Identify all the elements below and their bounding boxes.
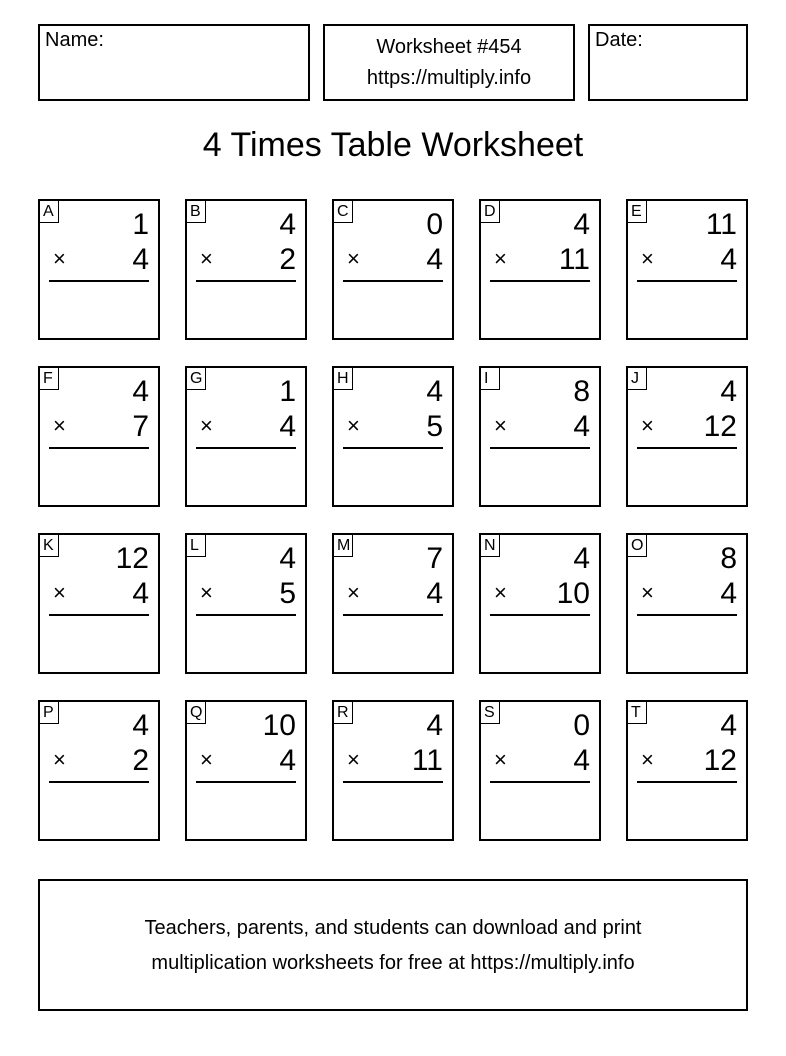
problem-letter: G xyxy=(187,368,206,390)
name-label: Name: xyxy=(45,29,104,51)
answer-line xyxy=(49,447,149,449)
multiplier: 7 xyxy=(132,410,149,443)
answer-line xyxy=(343,781,443,783)
answer-line xyxy=(196,280,296,282)
multiply-sign-icon: × xyxy=(641,413,654,438)
answer-line xyxy=(490,614,590,616)
multiplicand: 4 xyxy=(720,375,737,408)
multiply-sign-icon: × xyxy=(200,246,213,271)
problem-card xyxy=(185,700,307,841)
multiply-sign-icon: × xyxy=(53,246,66,271)
multiplicand: 11 xyxy=(705,208,737,241)
problem-letter: I xyxy=(481,368,500,390)
worksheet-number: Worksheet #454 xyxy=(376,36,522,58)
multiplicand: 4 xyxy=(573,542,590,575)
multiply-sign-icon: × xyxy=(641,747,654,772)
multiplier: 11 xyxy=(558,243,590,276)
multiply-sign-icon: × xyxy=(53,747,66,772)
answer-line xyxy=(490,280,590,282)
page-title: 4 Times Table Worksheet xyxy=(202,126,584,164)
answer-line xyxy=(343,280,443,282)
problem-letter: Q xyxy=(187,702,206,724)
multiplicand: 4 xyxy=(279,208,296,241)
multiply-sign-icon: × xyxy=(200,747,213,772)
problem-letter: K xyxy=(40,535,59,557)
multiplicand: 4 xyxy=(426,709,443,742)
multiply-sign-icon: × xyxy=(53,413,66,438)
multiplicand: 12 xyxy=(115,542,149,575)
multiplier: 2 xyxy=(279,243,296,276)
multiply-sign-icon: × xyxy=(200,413,213,438)
multiplicand: 4 xyxy=(132,709,149,742)
multiplier: 12 xyxy=(703,410,737,443)
worksheet-url: https://multiply.info xyxy=(366,67,532,89)
problem-card xyxy=(479,533,601,674)
multiplicand: 8 xyxy=(720,542,737,575)
problem-card xyxy=(479,199,601,340)
worksheet-info-box xyxy=(323,24,575,101)
multiply-sign-icon: × xyxy=(347,246,360,271)
multiplier: 4 xyxy=(132,243,149,276)
problem-letter: F xyxy=(40,368,59,390)
multiply-sign-icon: × xyxy=(641,246,654,271)
problem-card xyxy=(185,366,307,507)
multiplicand: 4 xyxy=(573,208,590,241)
answer-line xyxy=(343,614,443,616)
multiply-sign-icon: × xyxy=(347,580,360,605)
problem-card xyxy=(185,533,307,674)
multiplier: 4 xyxy=(720,577,737,610)
multiply-sign-icon: × xyxy=(347,413,360,438)
problem-card xyxy=(479,700,601,841)
multiplicand: 4 xyxy=(132,375,149,408)
multiplicand: 7 xyxy=(426,542,443,575)
multiply-sign-icon: × xyxy=(494,246,507,271)
multiply-sign-icon: × xyxy=(494,747,507,772)
multiplier: 4 xyxy=(426,243,443,276)
multiplier: 11 xyxy=(411,744,443,777)
multiplicand: 4 xyxy=(720,709,737,742)
multiplier: 4 xyxy=(426,577,443,610)
multiply-sign-icon: × xyxy=(494,580,507,605)
multiplicand: 0 xyxy=(426,208,443,241)
multiply-sign-icon: × xyxy=(347,747,360,772)
problem-letter: D xyxy=(481,201,500,223)
problem-card xyxy=(38,199,160,340)
answer-line xyxy=(49,280,149,282)
problem-card xyxy=(626,199,748,340)
problem-letter: L xyxy=(187,535,206,557)
problem-letter: C xyxy=(334,201,353,223)
problem-letter: H xyxy=(334,368,353,390)
problem-card xyxy=(626,700,748,841)
multiplier: 4 xyxy=(132,577,149,610)
multiplicand: 4 xyxy=(279,542,296,575)
problem-card xyxy=(38,700,160,841)
multiplier: 4 xyxy=(720,243,737,276)
multiplicand: 0 xyxy=(573,709,590,742)
multiply-sign-icon: × xyxy=(53,580,66,605)
answer-line xyxy=(637,614,737,616)
answer-line xyxy=(49,614,149,616)
answer-line xyxy=(637,781,737,783)
footer-text-line-2: multiplication worksheets for free at https://multiply.info xyxy=(151,952,635,974)
multiplier: 12 xyxy=(703,744,737,777)
answer-line xyxy=(49,781,149,783)
problem-card xyxy=(38,366,160,507)
answer-line xyxy=(196,614,296,616)
problem-letter: R xyxy=(334,702,353,724)
problem-letter: E xyxy=(628,201,647,223)
multiplier: 5 xyxy=(279,577,296,610)
multiplier: 4 xyxy=(279,744,296,777)
problem-letter: N xyxy=(481,535,500,557)
problem-letter: A xyxy=(40,201,59,223)
footer-box xyxy=(38,879,748,1011)
problem-card xyxy=(626,533,748,674)
footer-text-line-1: Teachers, parents, and students can download and print xyxy=(144,917,642,939)
problem-card xyxy=(479,366,601,507)
multiplier: 2 xyxy=(132,744,149,777)
multiply-sign-icon: × xyxy=(200,580,213,605)
multiplier: 5 xyxy=(426,410,443,443)
multiply-sign-icon: × xyxy=(641,580,654,605)
multiplier: 4 xyxy=(279,410,296,443)
problem-letter: O xyxy=(628,535,647,557)
date-label: Date: xyxy=(595,29,643,51)
problem-card xyxy=(332,199,454,340)
multiplier: 4 xyxy=(573,410,590,443)
multiplicand: 10 xyxy=(262,709,296,742)
answer-line xyxy=(637,447,737,449)
problem-card xyxy=(332,366,454,507)
name-field-box xyxy=(38,24,310,101)
answer-line xyxy=(196,447,296,449)
answer-line xyxy=(490,781,590,783)
multiplier: 4 xyxy=(573,744,590,777)
answer-line xyxy=(490,447,590,449)
problem-card xyxy=(185,199,307,340)
problem-card xyxy=(332,533,454,674)
problem-letter: B xyxy=(187,201,206,223)
problem-letter: S xyxy=(481,702,500,724)
answer-line xyxy=(637,280,737,282)
multiply-sign-icon: × xyxy=(494,413,507,438)
multiplicand: 1 xyxy=(132,208,149,241)
problem-letter: J xyxy=(628,368,647,390)
answer-line xyxy=(343,447,443,449)
multiplicand: 1 xyxy=(279,375,296,408)
multiplicand: 4 xyxy=(426,375,443,408)
problem-card xyxy=(332,700,454,841)
date-field-box xyxy=(588,24,748,101)
multiplicand: 8 xyxy=(573,375,590,408)
multiplier: 10 xyxy=(556,577,590,610)
problem-letter: M xyxy=(334,535,353,557)
problem-card xyxy=(38,533,160,674)
problem-card xyxy=(626,366,748,507)
answer-line xyxy=(196,781,296,783)
problem-letter: T xyxy=(628,702,647,724)
problem-letter: P xyxy=(40,702,59,724)
